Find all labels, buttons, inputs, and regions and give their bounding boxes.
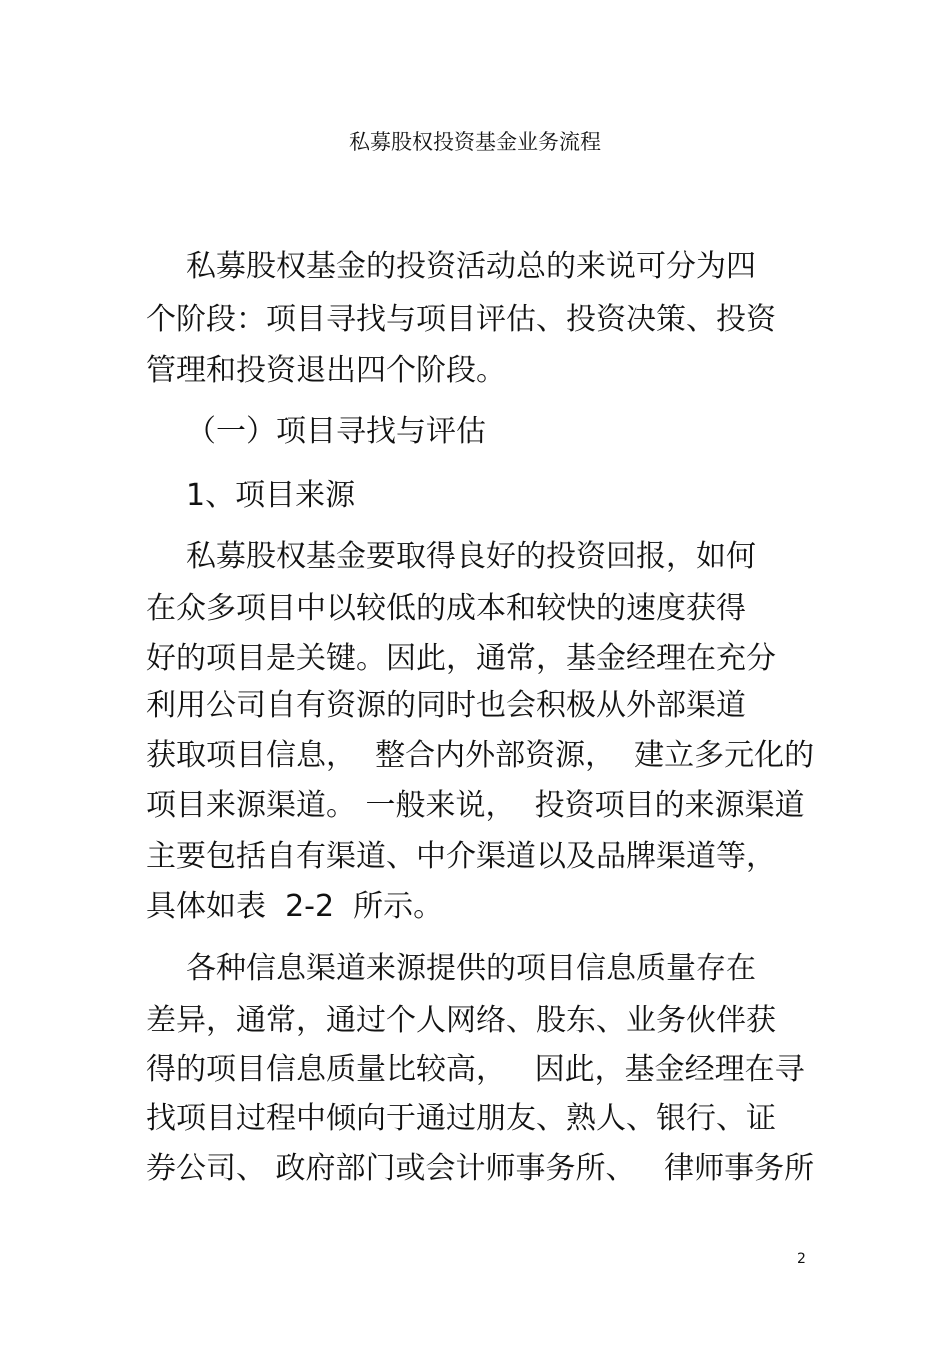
body-line: 具体如表 2-2 所示。: [146, 889, 444, 924]
body-line: 项目来源渠道。 一般来说， 投资项目的来源渠道: [146, 788, 805, 823]
body-line: 券公司、 政府部门或会计师事务所、 律师事务所: [146, 1151, 815, 1186]
body-line: 各种信息渠道来源提供的项目信息质量存在: [186, 951, 756, 986]
section-heading: （一）项目寻找与评估: [186, 414, 486, 449]
body-line: 个阶段：项目寻找与项目评估、投资决策、投资: [146, 302, 776, 337]
subsection-heading: 1、项目来源: [186, 478, 356, 513]
body-line: 私募股权基金要取得良好的投资回报，如何: [186, 539, 756, 574]
body-line: 私募股权基金的投资活动总的来说可分为四: [186, 249, 756, 284]
page-number: 2: [797, 1251, 806, 1267]
body-line: 得的项目信息质量比较高， 因此，基金经理在寻: [146, 1052, 805, 1087]
body-line: 获取项目信息， 整合内外部资源， 建立多元化的: [146, 738, 815, 773]
body-line: 找项目过程中倾向于通过朋友、熟人、银行、证: [146, 1101, 776, 1136]
document-header: 私募股权投资基金业务流程: [349, 130, 601, 154]
body-line: 利用公司自有资源的同时也会积极从外部渠道: [146, 688, 746, 723]
body-line: 在众多项目中以较低的成本和较快的速度获得: [146, 591, 746, 626]
body-line: 好的项目是关键。因此，通常，基金经理在充分: [146, 641, 776, 676]
body-line: 管理和投资退出四个阶段。: [146, 353, 506, 388]
body-line: 差异，通常，通过个人网络、股东、业务伙伴获: [146, 1003, 776, 1038]
body-line: 主要包括自有渠道、中介渠道以及品牌渠道等，: [146, 839, 776, 874]
